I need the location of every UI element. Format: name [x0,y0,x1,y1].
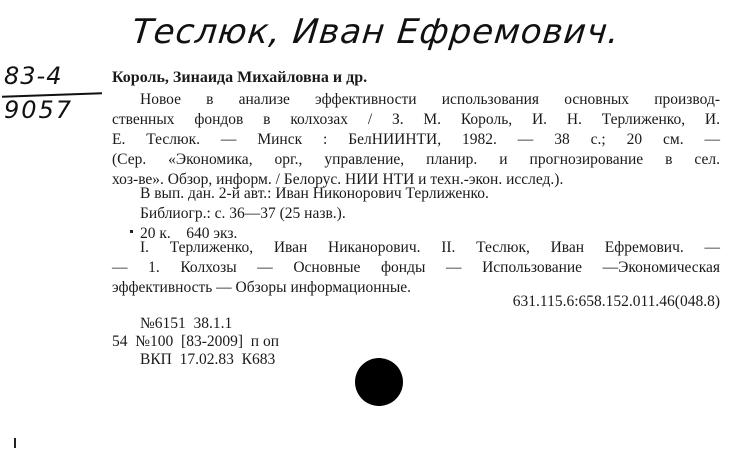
handwritten-heading: Теслюк, Иван Ефремович. [129,12,622,52]
entry-body-line: (Сер. «Экономика, орг., управление, планир. и прогнозирование в сел. [112,151,720,168]
edge-mark [14,438,16,448]
entry-author: Король, Зинаида Михайловна и др. [112,69,368,86]
udc-code: 631.115.6:658.152.011.46(048.8) [512,293,720,310]
note-bibliography: Библиогр.: с. 36—37 (25 назв.). [140,205,346,222]
entry-body-line: Новое в анализе эффективности использования основных производ- [140,91,720,108]
entry-body-line: ственных фондов в колхозах / З. М. Король, И. Н. Терлиженко, И. [112,111,720,128]
order-line: 54 №100 [83-2009] п оп [112,333,279,350]
note-authors: В вып. дан. 2-й авт.: Иван Никонорович Терлиженко. [140,185,489,202]
tracings-line: эффективность — Обзоры информационные. [112,279,412,296]
handwritten-call-number-top: 83-4 [4,62,63,90]
entry-body-line: Е. Теслюк. — Минск : БелНИИНТИ, 1982. — 38 с.; 20 см. — [112,131,720,148]
handwritten-call-number-bottom: 9057 [4,96,74,124]
vkp-line: ВКП 17.02.83 К683 [140,351,276,368]
note-price-run: 20 к. 640 экз. [140,225,238,242]
tracings-line: I. Терлиженко, Иван Никанорович. II. Теслюк, Иван Ефремович. — [140,239,720,256]
entry-body-line: хоз-ве». Обзор, информ. / Белорус. НИИ НТИ и техн.-экон. исслед.). [112,171,564,188]
record-number: №6151 38.1.1 [140,315,233,332]
tracings-line: — 1. Колхозы — Основные фонды — Использование —Экономическая [112,259,720,276]
ink-mark [130,230,133,233]
card-punch-hole [355,358,403,406]
